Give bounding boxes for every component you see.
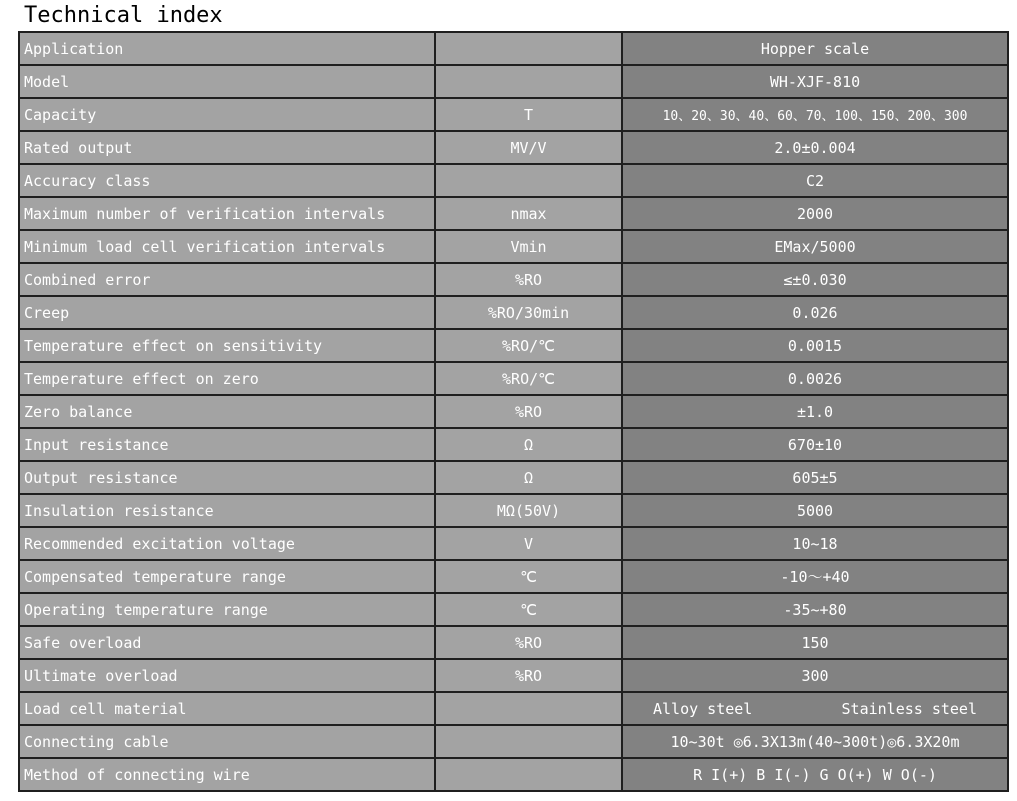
param-cell: Compensated temperature range	[19, 560, 435, 593]
unit-cell	[435, 692, 622, 725]
unit-cell: %RO/℃	[435, 362, 622, 395]
technical-index-table	[18, 31, 1009, 792]
unit-cell: ℃	[435, 593, 622, 626]
value-cell: WH-XJF-810	[622, 65, 1008, 98]
param-cell: Insulation resistance	[19, 494, 435, 527]
table-row	[19, 32, 1008, 65]
param-cell: Operating temperature range	[19, 593, 435, 626]
unit-cell: %RO	[435, 263, 622, 296]
param-cell: Recommended excitation voltage	[19, 527, 435, 560]
unit-cell	[435, 725, 622, 758]
material-alloy-steel: Alloy steel	[653, 699, 753, 718]
param-cell: Model	[19, 65, 435, 98]
value-cell: 0.0015	[622, 329, 1008, 362]
table-row	[19, 164, 1008, 197]
unit-cell: Ω	[435, 461, 622, 494]
table-row	[19, 395, 1008, 428]
param-cell: Output resistance	[19, 461, 435, 494]
table-row	[19, 593, 1008, 626]
param-cell: Application	[19, 32, 435, 65]
unit-cell: Ω	[435, 428, 622, 461]
unit-cell: nmax	[435, 197, 622, 230]
value-cell: R I(+) B I(-) G O(+) W O(-)	[622, 758, 1008, 791]
param-cell: Zero balance	[19, 395, 435, 428]
table-row	[19, 197, 1008, 230]
value-cell: ≤±0.030	[622, 263, 1008, 296]
param-cell: Maximum number of verification intervals	[19, 197, 435, 230]
unit-cell: %RO/30min	[435, 296, 622, 329]
value-cell: C2	[622, 164, 1008, 197]
value-cell: 2000	[622, 197, 1008, 230]
unit-cell: %RO/℃	[435, 329, 622, 362]
table-row	[19, 428, 1008, 461]
unit-cell: T	[435, 98, 622, 131]
value-cell: 0.026	[622, 296, 1008, 329]
param-cell: Rated output	[19, 131, 435, 164]
table-row	[19, 560, 1008, 593]
param-cell: Minimum load cell verification intervals	[19, 230, 435, 263]
value-cell: 300	[622, 659, 1008, 692]
value-cell: 670±10	[622, 428, 1008, 461]
value-cell: ±1.0	[622, 395, 1008, 428]
param-cell: Creep	[19, 296, 435, 329]
table-row	[19, 461, 1008, 494]
value-cell: 10~18	[622, 527, 1008, 560]
unit-cell: %RO	[435, 395, 622, 428]
unit-cell	[435, 32, 622, 65]
param-cell: Ultimate overload	[19, 659, 435, 692]
param-cell: Temperature effect on sensitivity	[19, 329, 435, 362]
table-row	[19, 527, 1008, 560]
param-cell: Load cell material	[19, 692, 435, 725]
value-cell: 5000	[622, 494, 1008, 527]
param-cell: Capacity	[19, 98, 435, 131]
unit-cell	[435, 164, 622, 197]
table-row	[19, 263, 1008, 296]
unit-cell: ℃	[435, 560, 622, 593]
table-row	[19, 296, 1008, 329]
table-row	[19, 131, 1008, 164]
table-row	[19, 329, 1008, 362]
value-cell: -10～+40	[622, 560, 1008, 593]
table-row	[19, 758, 1008, 791]
table-row	[19, 626, 1008, 659]
param-cell: Method of connecting wire	[19, 758, 435, 791]
unit-cell: Vmin	[435, 230, 622, 263]
value-cell: 150	[622, 626, 1008, 659]
table-row	[19, 494, 1008, 527]
table-row	[19, 659, 1008, 692]
param-cell: Accuracy class	[19, 164, 435, 197]
unit-cell: MV/V	[435, 131, 622, 164]
value-cell: 10、20、30、40、60、70、100、150、200、300	[622, 98, 1008, 131]
page-title: Technical index	[24, 3, 223, 28]
value-cell: EMax/5000	[622, 230, 1008, 263]
unit-cell: MΩ(50V)	[435, 494, 622, 527]
param-cell: Connecting cable	[19, 725, 435, 758]
unit-cell: %RO	[435, 626, 622, 659]
value-cell: Hopper scale	[622, 32, 1008, 65]
unit-cell: %RO	[435, 659, 622, 692]
unit-cell: V	[435, 527, 622, 560]
param-cell: Safe overload	[19, 626, 435, 659]
table-row	[19, 725, 1008, 758]
value-cell: -35~+80	[622, 593, 1008, 626]
table-row	[19, 98, 1008, 131]
table-row	[19, 230, 1008, 263]
unit-cell	[435, 758, 622, 791]
value-cell: 10~30t ◎6.3X13m(40~300t)◎6.3X20m	[622, 725, 1008, 758]
value-cell	[622, 692, 1008, 725]
unit-cell	[435, 65, 622, 98]
value-cell: 2.0±0.004	[622, 131, 1008, 164]
value-cell: 0.0026	[622, 362, 1008, 395]
param-cell: Input resistance	[19, 428, 435, 461]
material-stainless-steel: Stainless steel	[841, 699, 977, 718]
param-cell: Temperature effect on zero	[19, 362, 435, 395]
param-cell: Combined error	[19, 263, 435, 296]
table-row	[19, 65, 1008, 98]
value-cell: 605±5	[622, 461, 1008, 494]
table-row	[19, 692, 1008, 725]
table-row	[19, 362, 1008, 395]
